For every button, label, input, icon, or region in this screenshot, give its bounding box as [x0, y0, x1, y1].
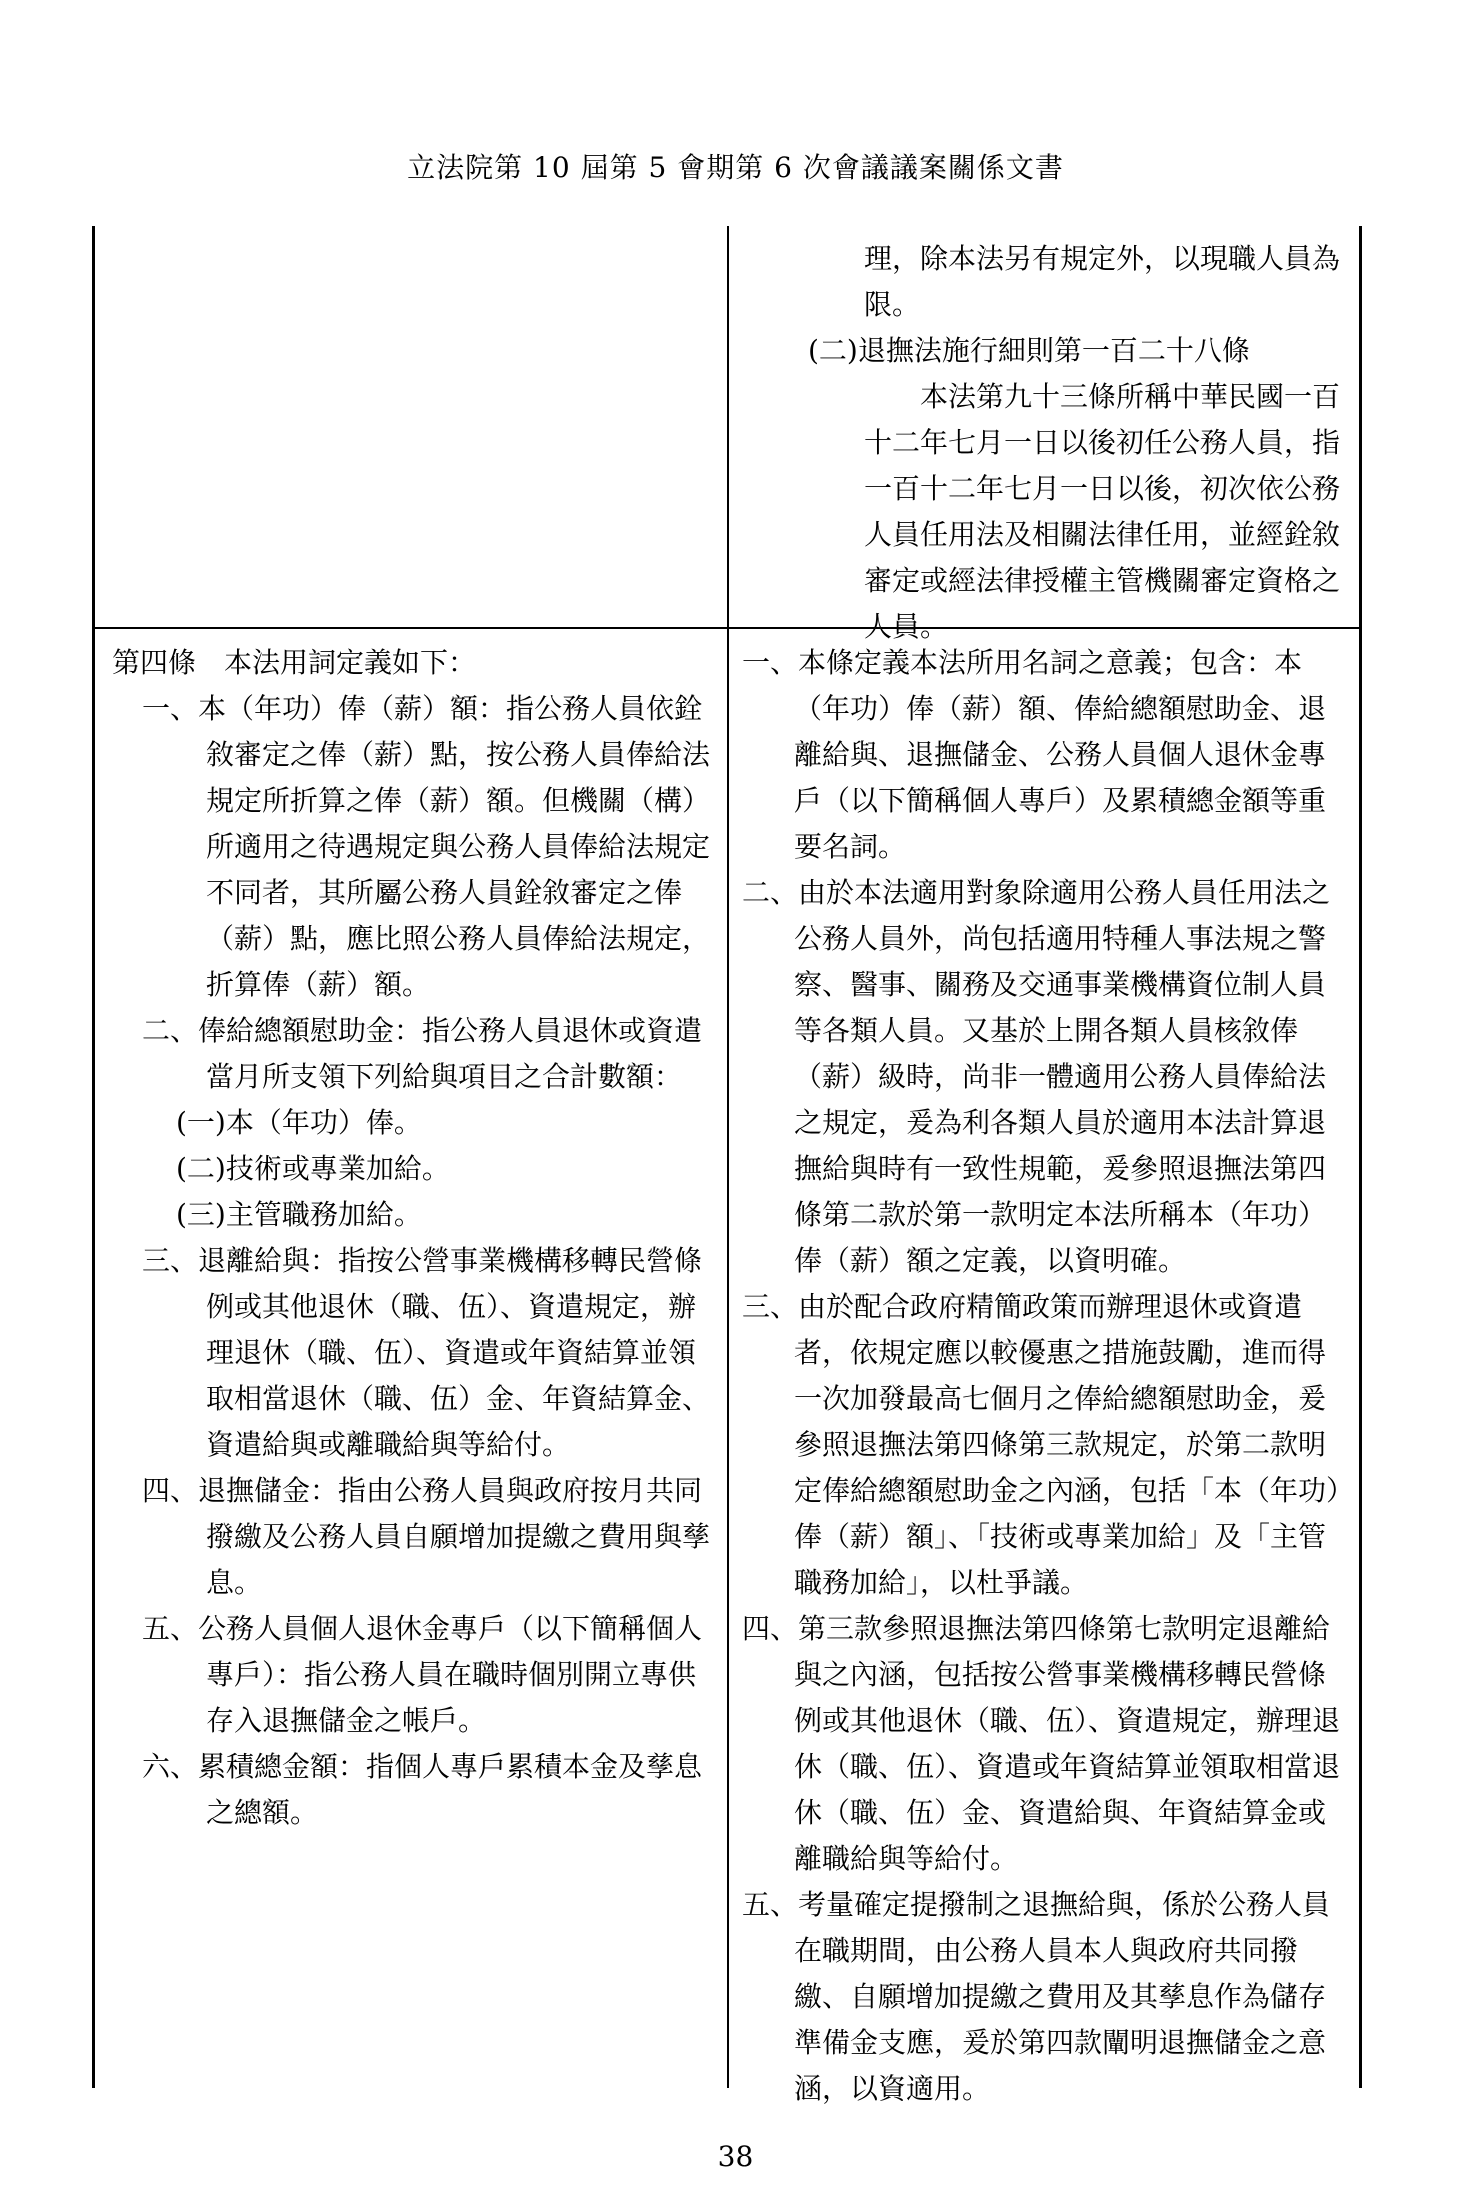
table-border-left — [92, 226, 95, 2088]
definition-item: 二、俸給總額慰助金：指公務人員退休或資遣當月所支領下列給與項目之合計數額： — [142, 1014, 703, 1093]
definition-item: 四、退撫儲金：指由公務人員與政府按月共同撥繳及公務人員自願增加提繳之費用與孳息。 — [142, 1474, 711, 1599]
definition-item: 五、公務人員個人退休金專戶（以下簡稱個人專戶）：指公務人員在職時個別開立專供存入退撫儲金之帳戶。 — [142, 1612, 703, 1737]
definition-item: 三、退離給與：指按公營事業機構移轉民營條例或其他退休（職、伍）、資遣規定，辦理退休（職、伍）、資遣或年資結算並領取相當退休（職、伍）金、年資結算金、資遣給與或離職給與等給付。 — [142, 1244, 711, 1461]
definition-item: 一、本（年功）俸（薪）額：指公務人員依銓敘審定之俸（薪）點，按公務人員俸給法規定所折算之俸（薪）額。但機關（構）所適用之待遇規定與公務人員俸給法規定不同者，其所屬公務人員銓敘審定之俸（薪）點，應比照公務人員俸給法規定，折算俸（薪）額。 — [142, 692, 711, 1001]
explanation-item: 一、本條定義本法所用名詞之意義；包含：本（年功）俸（薪）額、俸給總額慰助金、退離給與、退撫儲金、公務人員個人退休金專戶（以下簡稱個人專戶）及累積總金額等重要名詞。 — [742, 646, 1327, 863]
definition-subitem: (二)技術或專業加給。 — [176, 1152, 450, 1185]
definition-subitem: (一)本（年功）俸。 — [176, 1106, 422, 1139]
top-right-cell — [864, 236, 1346, 328]
page-number: 38 — [717, 2140, 754, 2173]
subitem-body: 本法第九十三條所稱中華民國一百十二年七月一日以後初任公務人員，指一百十二年七月一日以後，初次依公務人員任用法及相關法律任用，並經銓敘審定或經法律授權主管機關審定資格之人員。 — [864, 380, 1341, 643]
subitem-title: (二)退撫法施行細則第一百二十八條 — [808, 334, 1250, 367]
top-right-subitem-body-wrap — [864, 374, 1346, 650]
definition-item: 六、累積總金額：指個人專戶累積本金及孳息之總額。 — [142, 1750, 703, 1829]
left-article-cell — [112, 640, 712, 1836]
explanation-item: 三、由於配合政府精簡政策而辦理退休或資遣者，依規定應以較優惠之措施鼓勵，進而得一次加發最高七個月之俸給總額慰助金，爰參照退撫法第四條第三款規定，於第二款明定俸給總額慰助金之內涵，包括「本（年功）俸（薪）額」、「技術或專業加給」及「主管職務加給」，以杜爭議。 — [742, 1290, 1341, 1599]
table-divider-center — [727, 226, 729, 2088]
explanation-item: 四、第三款參照退撫法第四條第七款明定退離給與之內涵，包括按公營事業機構移轉民營條例或其他退休（職、伍）、資遣規定，辦理退休（職、伍）、資遣或年資結算並領取相當退休（職、伍）金、資遣給與、年資結算金或離職給與等給付。 — [742, 1612, 1341, 1875]
explanation-item: 二、由於本法適用對象除適用公務人員任用法之公務人員外，尚包括適用特種人事法規之警察、醫事、關務及交通事業機構資位制人員等各類人員。又基於上開各類人員核敘俸（薪）級時，尚非一體適用公務人員俸給法之規定，爰為利各類人員於適用本法計算退撫給與時有一致性規範，爰參照退撫法第四條第二款於第一款明定本法所稱本（年功）俸（薪）額之定義，以資明確。 — [742, 876, 1331, 1277]
explanation-item: 五、考量確定提撥制之退撫給與，係於公務人員在職期間，由公務人員本人與政府共同撥繳、自願增加提繳之費用及其孳息作為儲存準備金支應，爰於第四款闡明退撫儲金之意涵，以資適用。 — [742, 1888, 1331, 2105]
table-border-right — [1359, 226, 1362, 2088]
page-header: 立法院第 10 屆第 5 會期第 6 次會議議案關係文書 — [407, 151, 1064, 184]
right-explanation-cell — [742, 640, 1348, 2112]
top-right-subitem — [808, 328, 1346, 374]
continuation-text: 理，除本法另有規定外，以現職人員為限。 — [864, 242, 1341, 321]
definition-subitem: (三)主管職務加給。 — [176, 1198, 422, 1231]
article-heading: 第四條 本法用詞定義如下： — [112, 646, 477, 679]
